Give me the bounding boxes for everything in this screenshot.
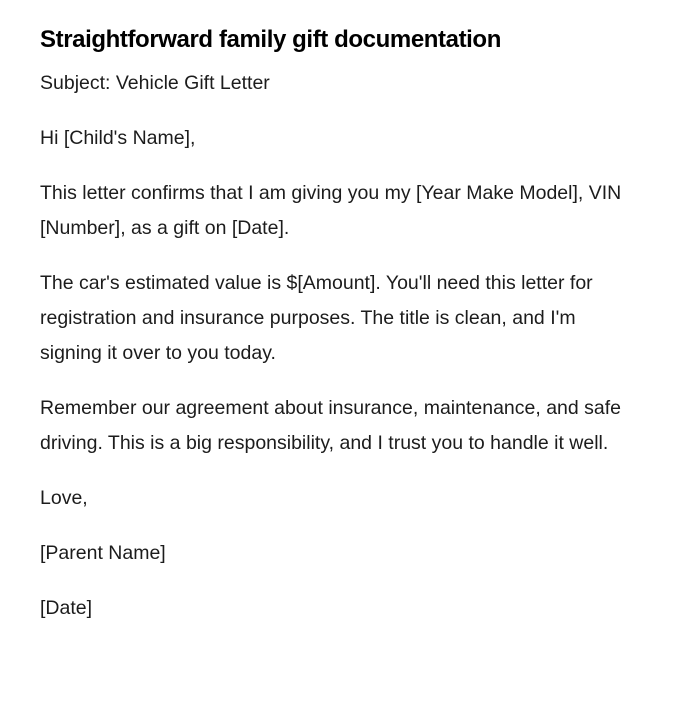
subject-line: Subject: Vehicle Gift Letter xyxy=(40,72,270,94)
letter-document xyxy=(40,24,640,646)
signature-line: [Parent Name] xyxy=(40,542,166,564)
body-paragraph-2: The car's estimated value is $[Amount]. You'll need this letter for registration and insurance purposes. The title is clean, and I'm signing it over to you today. xyxy=(40,272,593,364)
body-paragraph-3: Remember our agreement about insurance, maintenance, and safe driving. This is a big responsibility, and I trust you to handle it well. xyxy=(40,397,622,454)
greeting-line: Hi [Child's Name], xyxy=(40,127,196,149)
body-paragraph-1: This letter confirms that I am giving you my [Year Make Model], VIN [Number], as a gift on [Date]. xyxy=(40,182,622,239)
closing-line: Love, xyxy=(40,487,88,509)
document-title: Straightforward family gift documentation xyxy=(40,26,501,53)
date-line: [Date] xyxy=(40,597,93,619)
